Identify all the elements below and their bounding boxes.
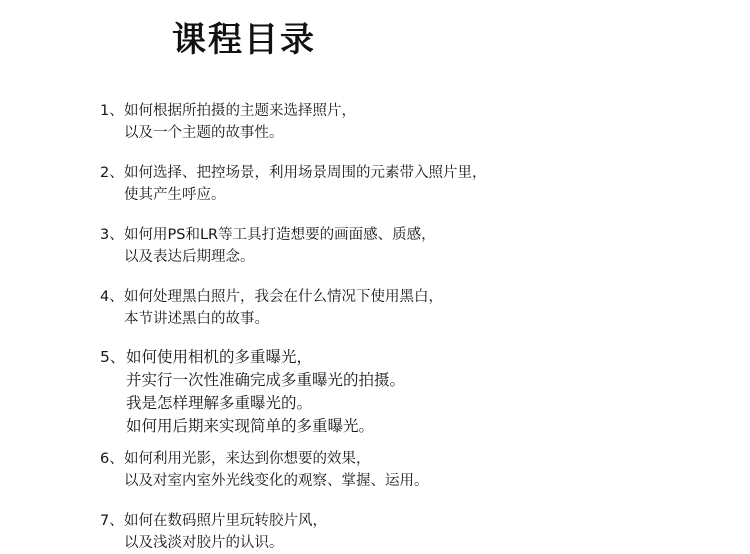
catalog-item-4 (100, 286, 700, 330)
item-text: 如何选择、把控场景，利用场景周围的元素带入照片里， (124, 165, 487, 181)
catalog-item-line: 使其产生呼应。 (124, 187, 226, 203)
catalog-item-line: 如何用后期来实现简单的多重曝光。 (126, 417, 375, 435)
catalog-item-line (100, 224, 700, 246)
item-number: 4、 (100, 289, 124, 305)
catalog-item-line (100, 346, 700, 369)
catalog-item-5 (100, 346, 700, 438)
catalog-item-3 (100, 224, 700, 268)
page-title: 课程目录 (172, 20, 316, 60)
catalog-item-2 (100, 162, 700, 206)
item-text: 如何使用相机的多重曝光， (126, 348, 313, 366)
catalog-item-7 (100, 510, 700, 554)
item-number: 6、 (100, 451, 124, 467)
catalog-item-line (100, 448, 700, 470)
catalog-item-line (100, 286, 700, 308)
item-number: 7、 (100, 513, 124, 529)
item-text: 如何用PS和LR等工具打造想要的画面感、质感， (124, 227, 436, 243)
item-number: 2、 (100, 165, 124, 181)
item-text: 如何根据所拍摄的主题来选择照片， (124, 103, 356, 119)
item-text: 如何利用光影，来达到你想要的效果， (124, 451, 371, 467)
catalog-item-line: 我是怎样理解多重曝光的。 (126, 394, 313, 412)
catalog-item-line: 以及浅淡对胶片的认识。 (124, 535, 284, 551)
catalog-item-line (100, 100, 700, 122)
catalog-item-6 (100, 448, 700, 492)
item-text: 如何处理黑白照片，我会在什么情况下使用黑白， (124, 289, 443, 305)
catalog-item-line (100, 510, 700, 532)
item-number: 1、 (100, 103, 124, 119)
catalog-item-1 (100, 100, 700, 144)
item-number: 3、 (100, 227, 124, 243)
catalog-item-line (100, 162, 700, 184)
catalog-item-line: 并实行一次性准确完成多重曝光的拍摄。 (126, 371, 406, 389)
item-number: 5、 (100, 348, 126, 366)
catalog-item-line: 以及对室内室外光线变化的观察、掌握、运用。 (124, 473, 429, 489)
catalog-item-line: 本节讲述黑白的故事。 (124, 311, 269, 327)
item-text: 如何在数码照片里玩转胶片风， (124, 513, 327, 529)
catalog-item-line: 以及表达后期理念。 (124, 249, 255, 265)
catalog-item-line: 以及一个主题的故事性。 (124, 125, 284, 141)
